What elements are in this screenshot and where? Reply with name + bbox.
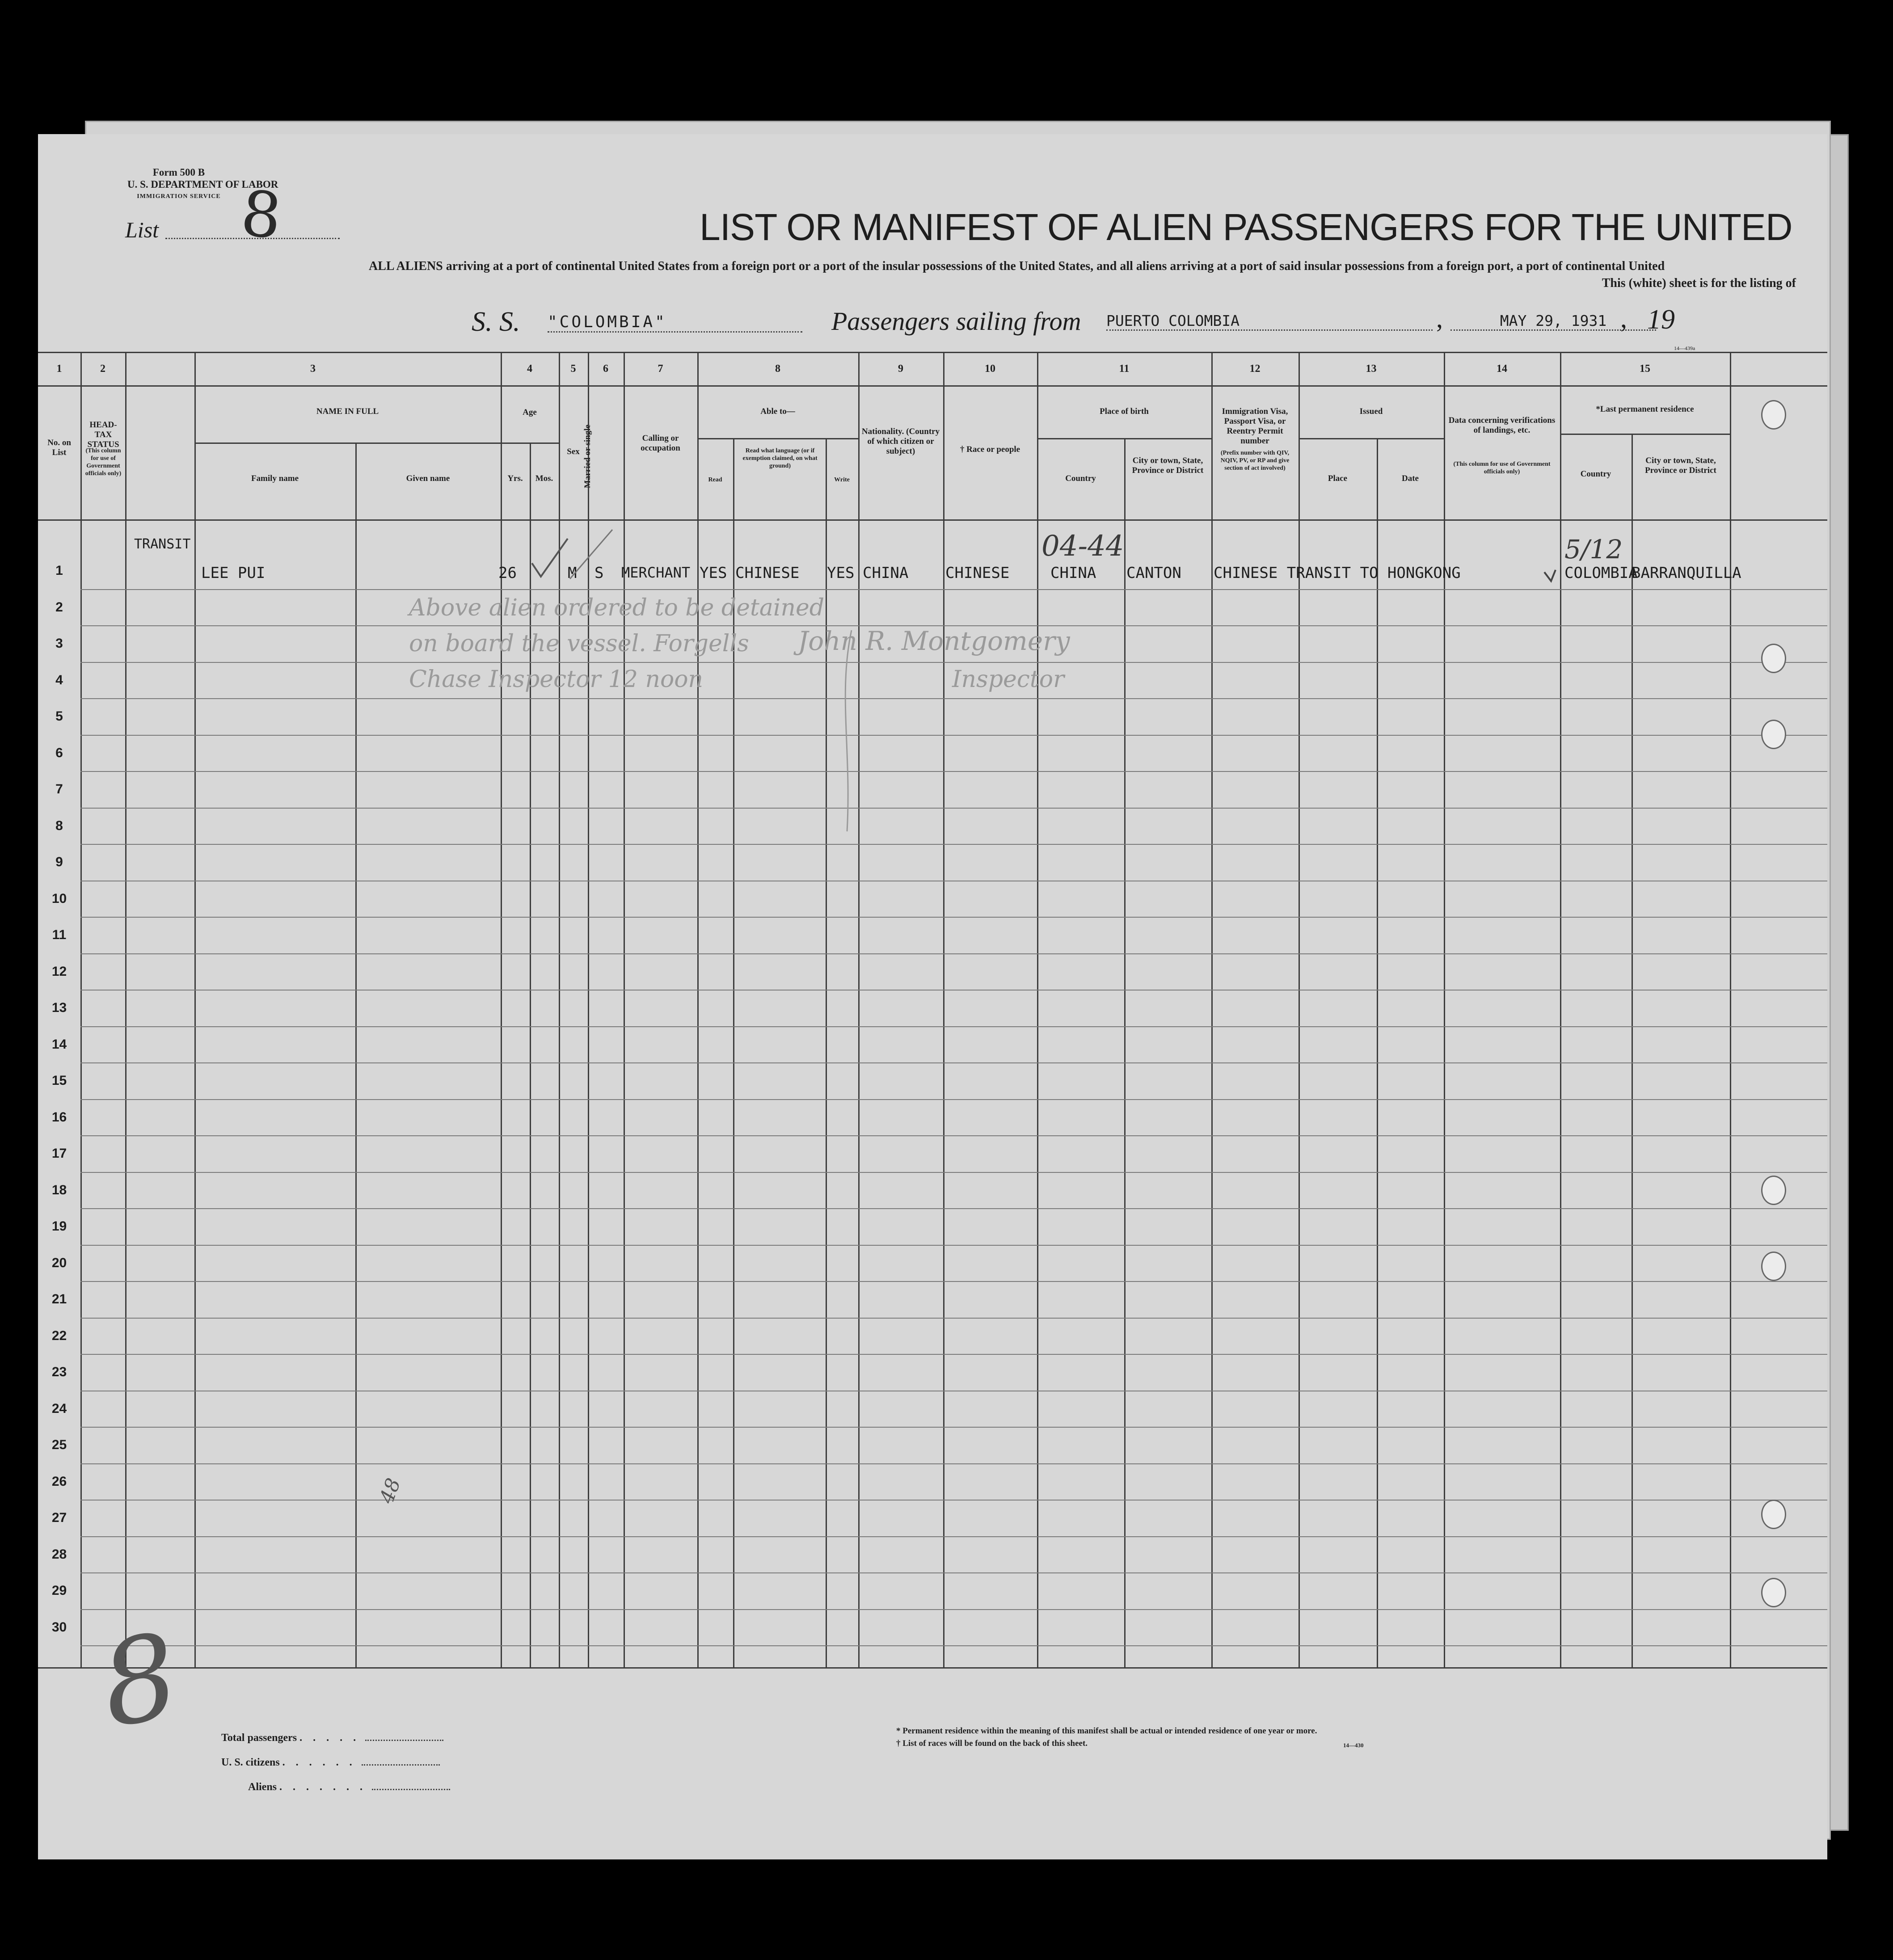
footnote-residence: * Permanent residence within the meaning of this manifest shall be actual or intended residence of one year or more. [896, 1726, 1317, 1736]
column-number: 13 [1366, 363, 1377, 375]
row-number: 4 [55, 672, 63, 687]
leader-dots: . . . . . . [282, 1757, 356, 1768]
binder-hole [1761, 1176, 1786, 1205]
read-language-value: CHINESE [735, 564, 800, 582]
us-citizens-line [362, 1764, 440, 1766]
header-family-name: Family name [251, 474, 299, 483]
total-passengers-field [221, 1732, 443, 1744]
header-visa: Immigration Visa, Passport Visa, or Reentry Permit number [1222, 407, 1288, 446]
row-number: 29 [51, 1583, 67, 1598]
row-number: 12 [51, 964, 67, 979]
row-number: 30 [51, 1619, 67, 1635]
column-number: 6 [603, 363, 608, 375]
document-subtitle-2: This (white) sheet is for the listing of [1602, 276, 1796, 290]
check-mark [532, 539, 568, 577]
us-citizens-field [221, 1757, 440, 1769]
sailing-date: MAY 29, 1931 [1450, 312, 1656, 331]
header-years: Yrs. [507, 474, 523, 483]
row-number: 7 [55, 782, 63, 797]
header-verifications-note: (This column for use of Government officials only) [1453, 461, 1551, 475]
binder-hole [1761, 1578, 1786, 1607]
birth-country-value: CHINA [1050, 564, 1096, 582]
header-able-to: Able to— [760, 407, 795, 416]
row-number: 18 [51, 1182, 67, 1197]
header-verifications: Data concerning verifications of landings, etc. [1448, 416, 1556, 435]
header-read-language: Read what language (or if exemption claimed, on what ground) [742, 447, 818, 469]
header-head-tax-note: (This column for use of Government officials only) [85, 447, 122, 477]
binder-hole [1761, 720, 1786, 749]
row-number: 1 [55, 563, 63, 578]
row-number: 6 [55, 745, 63, 760]
header-given-name: Given name [406, 474, 450, 483]
header-write: Write [834, 476, 850, 483]
row-number: 10 [51, 891, 67, 906]
check-mark [570, 530, 612, 579]
column-number: 9 [898, 363, 903, 375]
column-number: 2 [100, 363, 105, 375]
document-subtitle: ALL ALIENS arriving at a port of continental United States from a foreign port or a port of the insular possessions of the United States, and all aliens arriving at a port of said insular possessions from a foreign port, a port of continental United [369, 259, 1665, 273]
manifest-sheet [38, 134, 1827, 1859]
header-place-of-birth: Place of birth [1100, 407, 1149, 416]
row-number: 17 [51, 1146, 67, 1161]
residence-country-value: COLOMBIA [1564, 564, 1638, 582]
column-number: 8 [775, 363, 780, 375]
list-number: 8 [237, 177, 285, 254]
row-number: 21 [51, 1292, 67, 1307]
row-number: 13 [51, 1000, 67, 1015]
binder-hole [1761, 1500, 1786, 1529]
row-number: 11 [52, 927, 67, 942]
header-name-in-full: NAME IN FULL [316, 407, 379, 416]
row-number: 3 [55, 636, 63, 651]
leader-dots: . . . . . . . [279, 1781, 367, 1793]
column-number: 5 [570, 363, 576, 375]
header-visa-note: (Prefix number with QIV, NQIV, PV, or RP and give section of act involved) [1220, 450, 1290, 472]
header-head-tax: HEAD-TAX STATUS [87, 420, 119, 449]
tick-mark [1544, 570, 1556, 581]
row-number: 9 [55, 855, 63, 869]
write-value: YES [827, 564, 855, 582]
age-value: 26 [498, 564, 517, 582]
binder-hole [1761, 400, 1786, 430]
column-number: 14 [1497, 363, 1507, 375]
visa-value: CHINESE TRANSIT TO HONGKONG [1214, 564, 1461, 582]
document-title: LIST OR MANIFEST OF ALIEN PASSENGERS FOR THE UNITED [700, 206, 1792, 248]
leader-dots: . . . . . [299, 1732, 360, 1744]
form-number: Form 500 B [152, 167, 205, 178]
page-number-annotation: 48 [375, 1475, 405, 1507]
sailing-label: Passengers sailing from [831, 307, 1081, 336]
binder-hole [1761, 644, 1786, 673]
sex-value: M [568, 564, 577, 582]
header-issued: Issued [1359, 407, 1383, 416]
total-passengers-line [365, 1740, 443, 1741]
inspector-title: Inspector [952, 666, 1064, 693]
margin-number-annotation: 8 [92, 1608, 188, 1754]
marital-value: S [594, 564, 604, 582]
aliens-label: Aliens [248, 1781, 277, 1793]
ship-name: "COLOMBIA" [548, 313, 802, 333]
header-residence-city: City or town, State, Province or District [1645, 456, 1716, 475]
occupation-value: MERCHANT [621, 564, 691, 581]
family-name-value: LEE PUI [201, 564, 266, 582]
detention-note: Chase Inspector 12 noon [409, 666, 704, 693]
total-passengers-label: Total passengers [221, 1732, 297, 1744]
header-months: Mos. [535, 474, 553, 483]
row-number: 28 [51, 1547, 67, 1562]
comma: , [1620, 303, 1627, 333]
row-number: 23 [51, 1365, 67, 1379]
row-number: 27 [51, 1510, 67, 1525]
department-name: U. S. DEPARTMENT OF LABOR [127, 179, 278, 190]
header-issued-place: Place [1328, 474, 1348, 483]
aliens-field [248, 1781, 450, 1793]
header-race: † Race or people [960, 445, 1020, 454]
header-residence: *Last permanent residence [1596, 405, 1694, 414]
row-number: 15 [51, 1073, 67, 1088]
comma: , [1436, 303, 1443, 333]
detention-note: on board the vessel. Forgells [409, 630, 749, 657]
read-value: YES [700, 564, 727, 582]
footer-code: 14—430 [1343, 1742, 1364, 1749]
row-number: 24 [51, 1401, 67, 1416]
binder-hole [1761, 1252, 1786, 1281]
footnote-races: † List of races will be found on the back of this sheet. [896, 1739, 1088, 1748]
column-number: 11 [1119, 363, 1130, 375]
ship-label: S. S. [472, 307, 520, 337]
header-married-single: Married or single [583, 424, 592, 489]
signature-flourish [845, 630, 852, 831]
header-read: Read [708, 476, 722, 483]
column-number: 7 [658, 363, 663, 375]
column-number: 10 [985, 363, 995, 375]
row-number: 22 [51, 1328, 67, 1343]
detention-note: Above alien ordered to be detained [409, 594, 825, 621]
header-no-on-list: No. on List [47, 438, 71, 457]
head-tax-value: TRANSIT [134, 536, 191, 552]
row-number: 19 [51, 1219, 67, 1234]
row-number: 25 [51, 1437, 67, 1452]
list-label: List [125, 217, 159, 242]
residence-code-annotation: 5/12 [1564, 534, 1623, 565]
row-number: 26 [51, 1474, 67, 1489]
birth-city-value: CANTON [1126, 564, 1181, 582]
nationality-value: CHINA [863, 564, 909, 582]
header-issued-date: Date [1402, 474, 1419, 483]
header-birth-country: Country [1065, 474, 1096, 483]
row-number: 5 [55, 709, 63, 724]
header-residence-country: Country [1580, 469, 1611, 479]
row-number: 20 [51, 1255, 67, 1270]
column-number: 12 [1249, 363, 1261, 375]
header-age: Age [523, 408, 537, 417]
column-number: 15 [1640, 363, 1650, 375]
inspector-signature: John R. Montgomery [798, 626, 1070, 656]
us-citizens-label: U. S. citizens [221, 1757, 280, 1768]
race-value: CHINESE [945, 564, 1010, 582]
column-number: 4 [527, 363, 532, 375]
departure-port: PUERTO COLOMBIA [1106, 312, 1433, 331]
handwritten-marks [38, 134, 1827, 1859]
header-birth-city: City or town, State, Province or District [1132, 456, 1204, 475]
column-number: 1 [56, 363, 62, 375]
aliens-line [372, 1789, 450, 1790]
row-number: 2 [55, 599, 63, 615]
header-sex: Sex [567, 447, 580, 456]
year-label: 19 [1647, 304, 1675, 335]
row-number: 14 [51, 1037, 67, 1052]
row-number: 8 [55, 818, 63, 833]
residence-city-value: BARRANQUILLA [1632, 564, 1741, 582]
birth-code-annotation: 04-44 [1041, 530, 1124, 563]
row-number: 16 [51, 1109, 67, 1125]
header-calling: Calling or occupation [641, 434, 680, 453]
service-name: IMMIGRATION SERVICE [137, 193, 221, 200]
header-nationality: Nationality. (Country of which citizen or subject) [861, 427, 940, 456]
column-number: 3 [310, 363, 316, 375]
form-code: 14—439a [1674, 345, 1695, 351]
